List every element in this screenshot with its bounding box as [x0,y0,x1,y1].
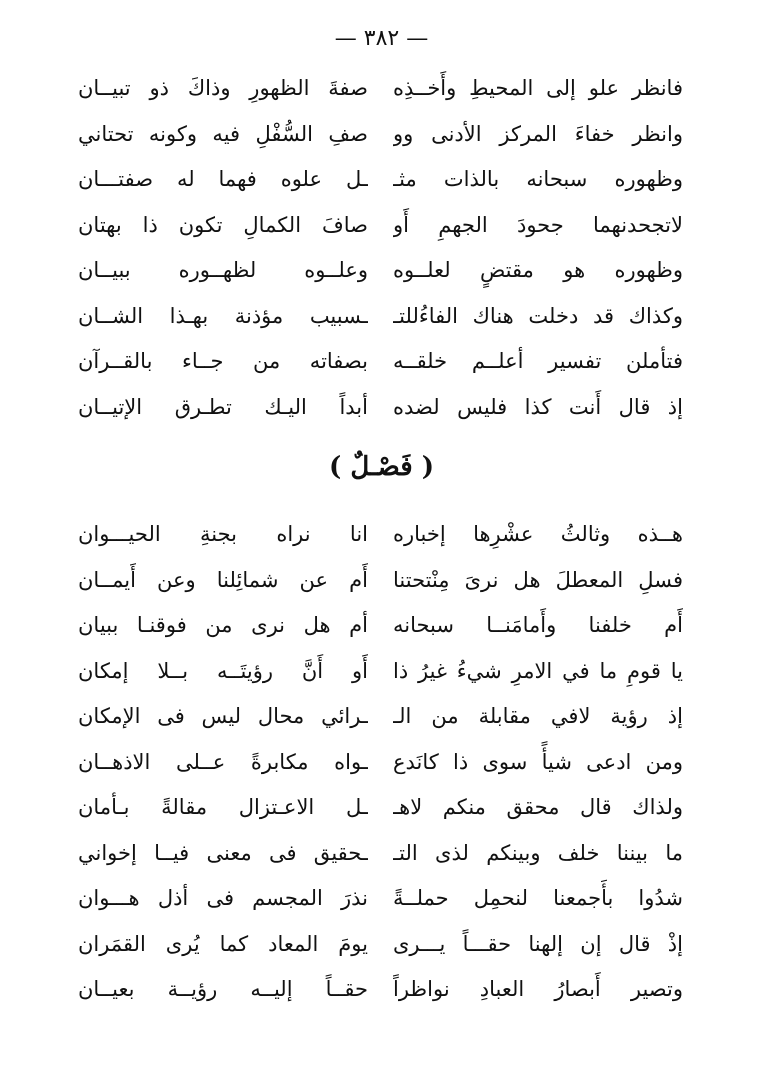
verse-line [78,203,683,249]
verse-second-hemistich: انا نراه بجنةِ الحيـــوان [78,522,368,546]
verse-line [78,248,683,294]
verse-line [78,294,683,340]
verse-line [78,512,683,558]
verse-line [78,876,683,922]
verse-line [78,922,683,968]
verse-second-hemistich: أَو أَنَّ رؤيتَــه بــلا إمكان [78,658,368,683]
verse-second-hemistich: وعلــوه لظهــوره ببيــان [78,258,368,282]
verse-first-hemistich: ما بيننا خلف وبينكم لذى التـ [393,840,683,865]
verse-line [78,967,683,1013]
verse-line [78,339,683,385]
verse-second-hemistich: بصفاته من جــاء بالقــرآن [78,349,368,373]
page-number: — ٣٨٢ — [334,26,429,51]
section-heading: ( فَصْـلٌ ) [329,452,434,482]
verse-first-hemistich: إذ قال أَنت كذا فليس لضده [393,394,683,419]
verse-second-hemistich: ـل الاعـتزال مقالةً بـأمان [78,795,368,819]
verse-first-hemistich: ومن ادعى شيأً سوى ذا كانَدع [393,749,683,774]
verse-first-hemistich: وتصير أَبصارُ العبادِ نواظراً [393,977,683,1001]
verse-first-hemistich: يا قومِ ما في الامرِ شيءُ غيرُ ذا [393,658,683,683]
verse-second-hemistich: يومَ المعاد كما يُرى القمَران [78,931,368,956]
verse-line [78,157,683,203]
verse-second-hemistich: ـل علوه فهما له صفتـــان [78,167,368,191]
verse-first-hemistich: فتأملن تفسير أعلــم خلقــه [393,349,683,373]
verse-line [78,831,683,877]
verse-first-hemistich: شدُوا بأَجمعنا لنحمِل حملــةً [393,886,683,910]
verse-second-hemistich: صفةَ الظهورِ وذاكَ ذو تبيــان [78,76,368,100]
verse-line [78,112,683,158]
verse-second-hemistich: أَم عن شمائِلنا وعن أَيمــان [78,567,368,592]
verse-line [78,603,683,649]
verse-first-hemistich: فانظر علو إلى المحيطِ وأَخــذِه [393,76,683,100]
verse-second-hemistich: حقــاً إليــه رؤيــة بعيــان [78,977,368,1001]
verse-second-hemistich: صافَ الكمالِ تكون ذا بهتان [78,212,368,237]
verse-second-hemistich: أم هل نرى من فوقنـا ببيان [78,613,368,637]
verse-first-hemistich: أَم خلفنا وأَمامَنــا سبحانه [393,613,683,637]
verse-first-hemistich: ولذاك قال محقق منكم لاهـ [393,795,683,819]
verse-second-hemistich: ـسبيب مؤذنة بهـذا الشــان [78,303,368,328]
verse-line [78,66,683,112]
verse-first-hemistich: وظهوره هو مقتضٍ لعلــوه [393,258,683,282]
poem-block-top [78,66,683,430]
verse-second-hemistich: ـواه مكابرةً عــلى الاذهــان [78,749,368,774]
verse-line [78,785,683,831]
verse-first-hemistich: إذ رؤية لافي مقابلة من الـ [393,704,683,728]
verse-first-hemistich: هــذه وثالثُ عشْرِها إخباره [393,522,683,546]
verse-line [78,649,683,695]
verse-line [78,385,683,431]
verse-second-hemistich: ـحقيق فى معنى فيــا إخواني [78,840,368,865]
verse-line [78,694,683,740]
verse-second-hemistich: أبداً اليـك تطـرق الإتيــان [78,394,368,419]
poem-block-bottom [78,512,683,1013]
verse-second-hemistich: نذرَ المجسم فى أذل هـــوان [78,886,368,910]
verse-line [78,558,683,604]
verse-first-hemistich: وكذاك قد دخلت هناك الفاءُللتـ [393,303,683,328]
verse-second-hemistich: ـرائي محال ليس فى الإمكان [78,704,368,728]
verse-line [78,740,683,786]
verse-first-hemistich: وظهوره سبحانه بالذات مثـ [393,167,683,191]
verse-first-hemistich: فسلِ المعطلَ هل نرىَ مِنْتحتنا [393,567,683,592]
verse-second-hemistich: صفِ السُّفْلِ فيه وكونه تحتاني [78,121,368,146]
verse-first-hemistich: وانظر خفاءَ المركز الأدنى وو [393,121,683,146]
verse-first-hemistich: إذْ قال إن إلهنا حقـــاً يـــرى [393,931,683,956]
verse-first-hemistich: لاتجحدنهما جحودَ الجهمِ أَو [393,212,683,237]
